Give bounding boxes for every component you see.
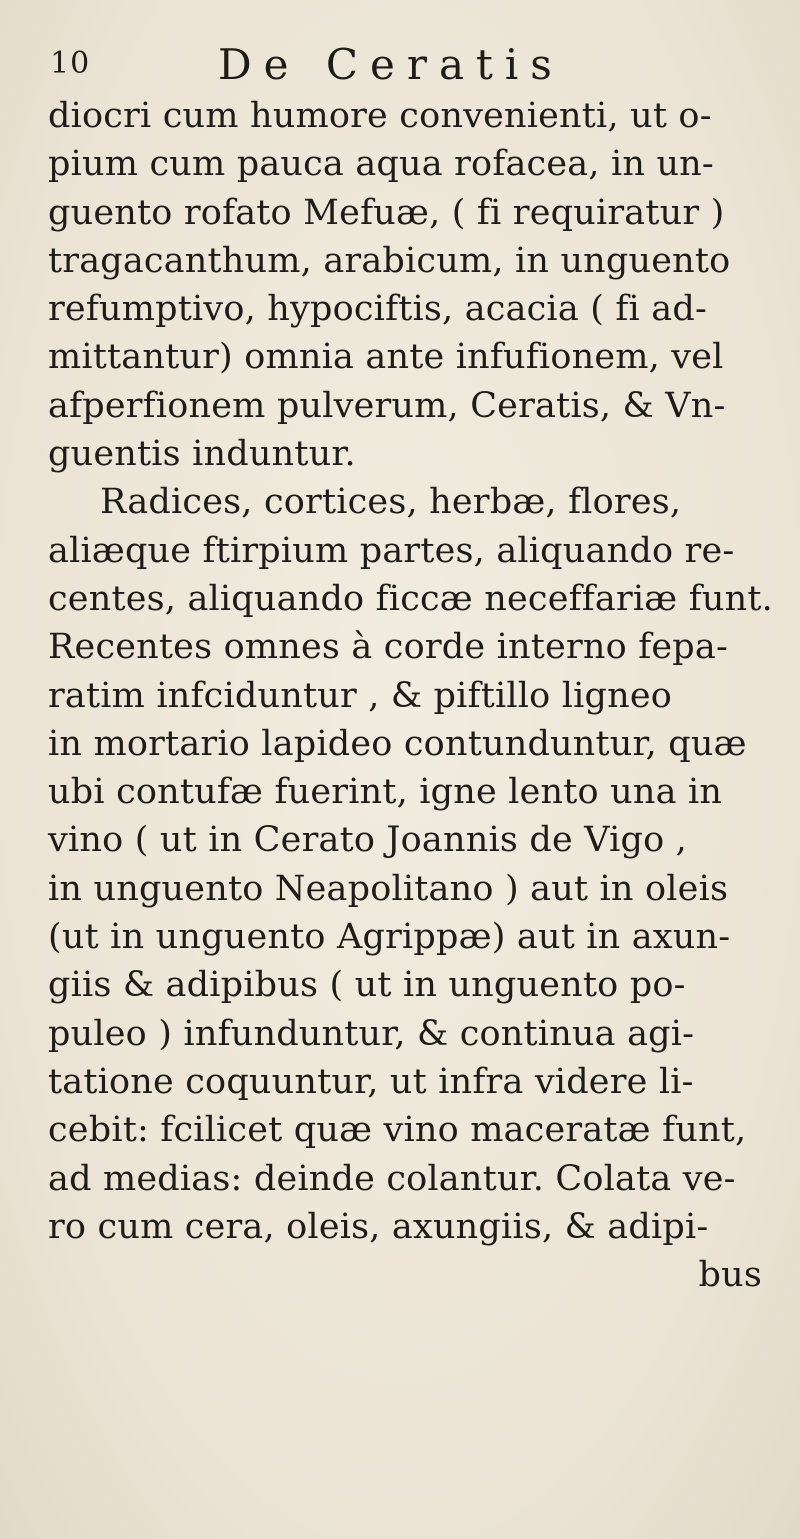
text-line: puleo ) infunduntur, & continua agi- xyxy=(48,1013,695,1054)
text-line: giis & adipibus ( ut in unguento po- xyxy=(48,965,686,1006)
page-header xyxy=(50,40,770,90)
text-line: pium cum pauca aqua rofacea, in un- xyxy=(48,144,714,185)
text-line: mittantur) omnia ante infufionem, vel xyxy=(48,337,724,378)
text-line: ratim infciduntur , & piftillo ligneo xyxy=(48,675,673,716)
text-line: tatione coquuntur, ut infra videre li- xyxy=(48,1061,694,1102)
text-line: guento rofato Mefuæ, ( fi requiratur ) xyxy=(48,192,725,233)
text-line-paragraph-start: Radices, cortices, herbæ, flores, xyxy=(100,482,682,523)
text-line: guentis induntur. xyxy=(48,434,356,475)
text-line: Recentes omnes à corde interno fepa- xyxy=(48,627,728,668)
text-line: diocri cum humore convenienti, ut o- xyxy=(48,96,712,136)
text-line: aliæque ftirpium partes, aliquando re- xyxy=(48,530,735,571)
catchword: bus xyxy=(698,1255,762,1296)
text-line: (ut in unguento Agrippæ) aut in axun- xyxy=(48,917,731,958)
text-line: centes, aliquando ficcæ neceffariæ funt. xyxy=(48,578,773,619)
text-line: cebit: fcilicet quæ vino maceratæ funt, xyxy=(48,1110,747,1151)
text-line: ro cum cera, oleis, axungiis, & adipi- xyxy=(48,1206,709,1247)
text-line: ubi contufæ fuerint, igne lento una in xyxy=(48,772,723,813)
text-line: in mortario lapideo contunduntur, quæ xyxy=(48,723,747,764)
text-line: vino ( ut in Cerato Joannis de Vigo , xyxy=(48,820,687,861)
page-number: 10 xyxy=(50,46,91,81)
text-line: afperfionem pulverum, Ceratis, & Vn- xyxy=(48,385,726,426)
text-line: ad medias: deinde colantur. Colata ve- xyxy=(48,1158,736,1199)
text-line: tragacanthum, arabicum, in unguento xyxy=(48,240,731,281)
running-head: De Ceratis xyxy=(218,40,564,89)
body-text xyxy=(48,92,778,1299)
text-line: in unguento Neapolitano ) aut in oleis xyxy=(48,868,729,909)
text-line: refumptivo, hypociftis, acacia ( fi ad- xyxy=(48,289,707,330)
